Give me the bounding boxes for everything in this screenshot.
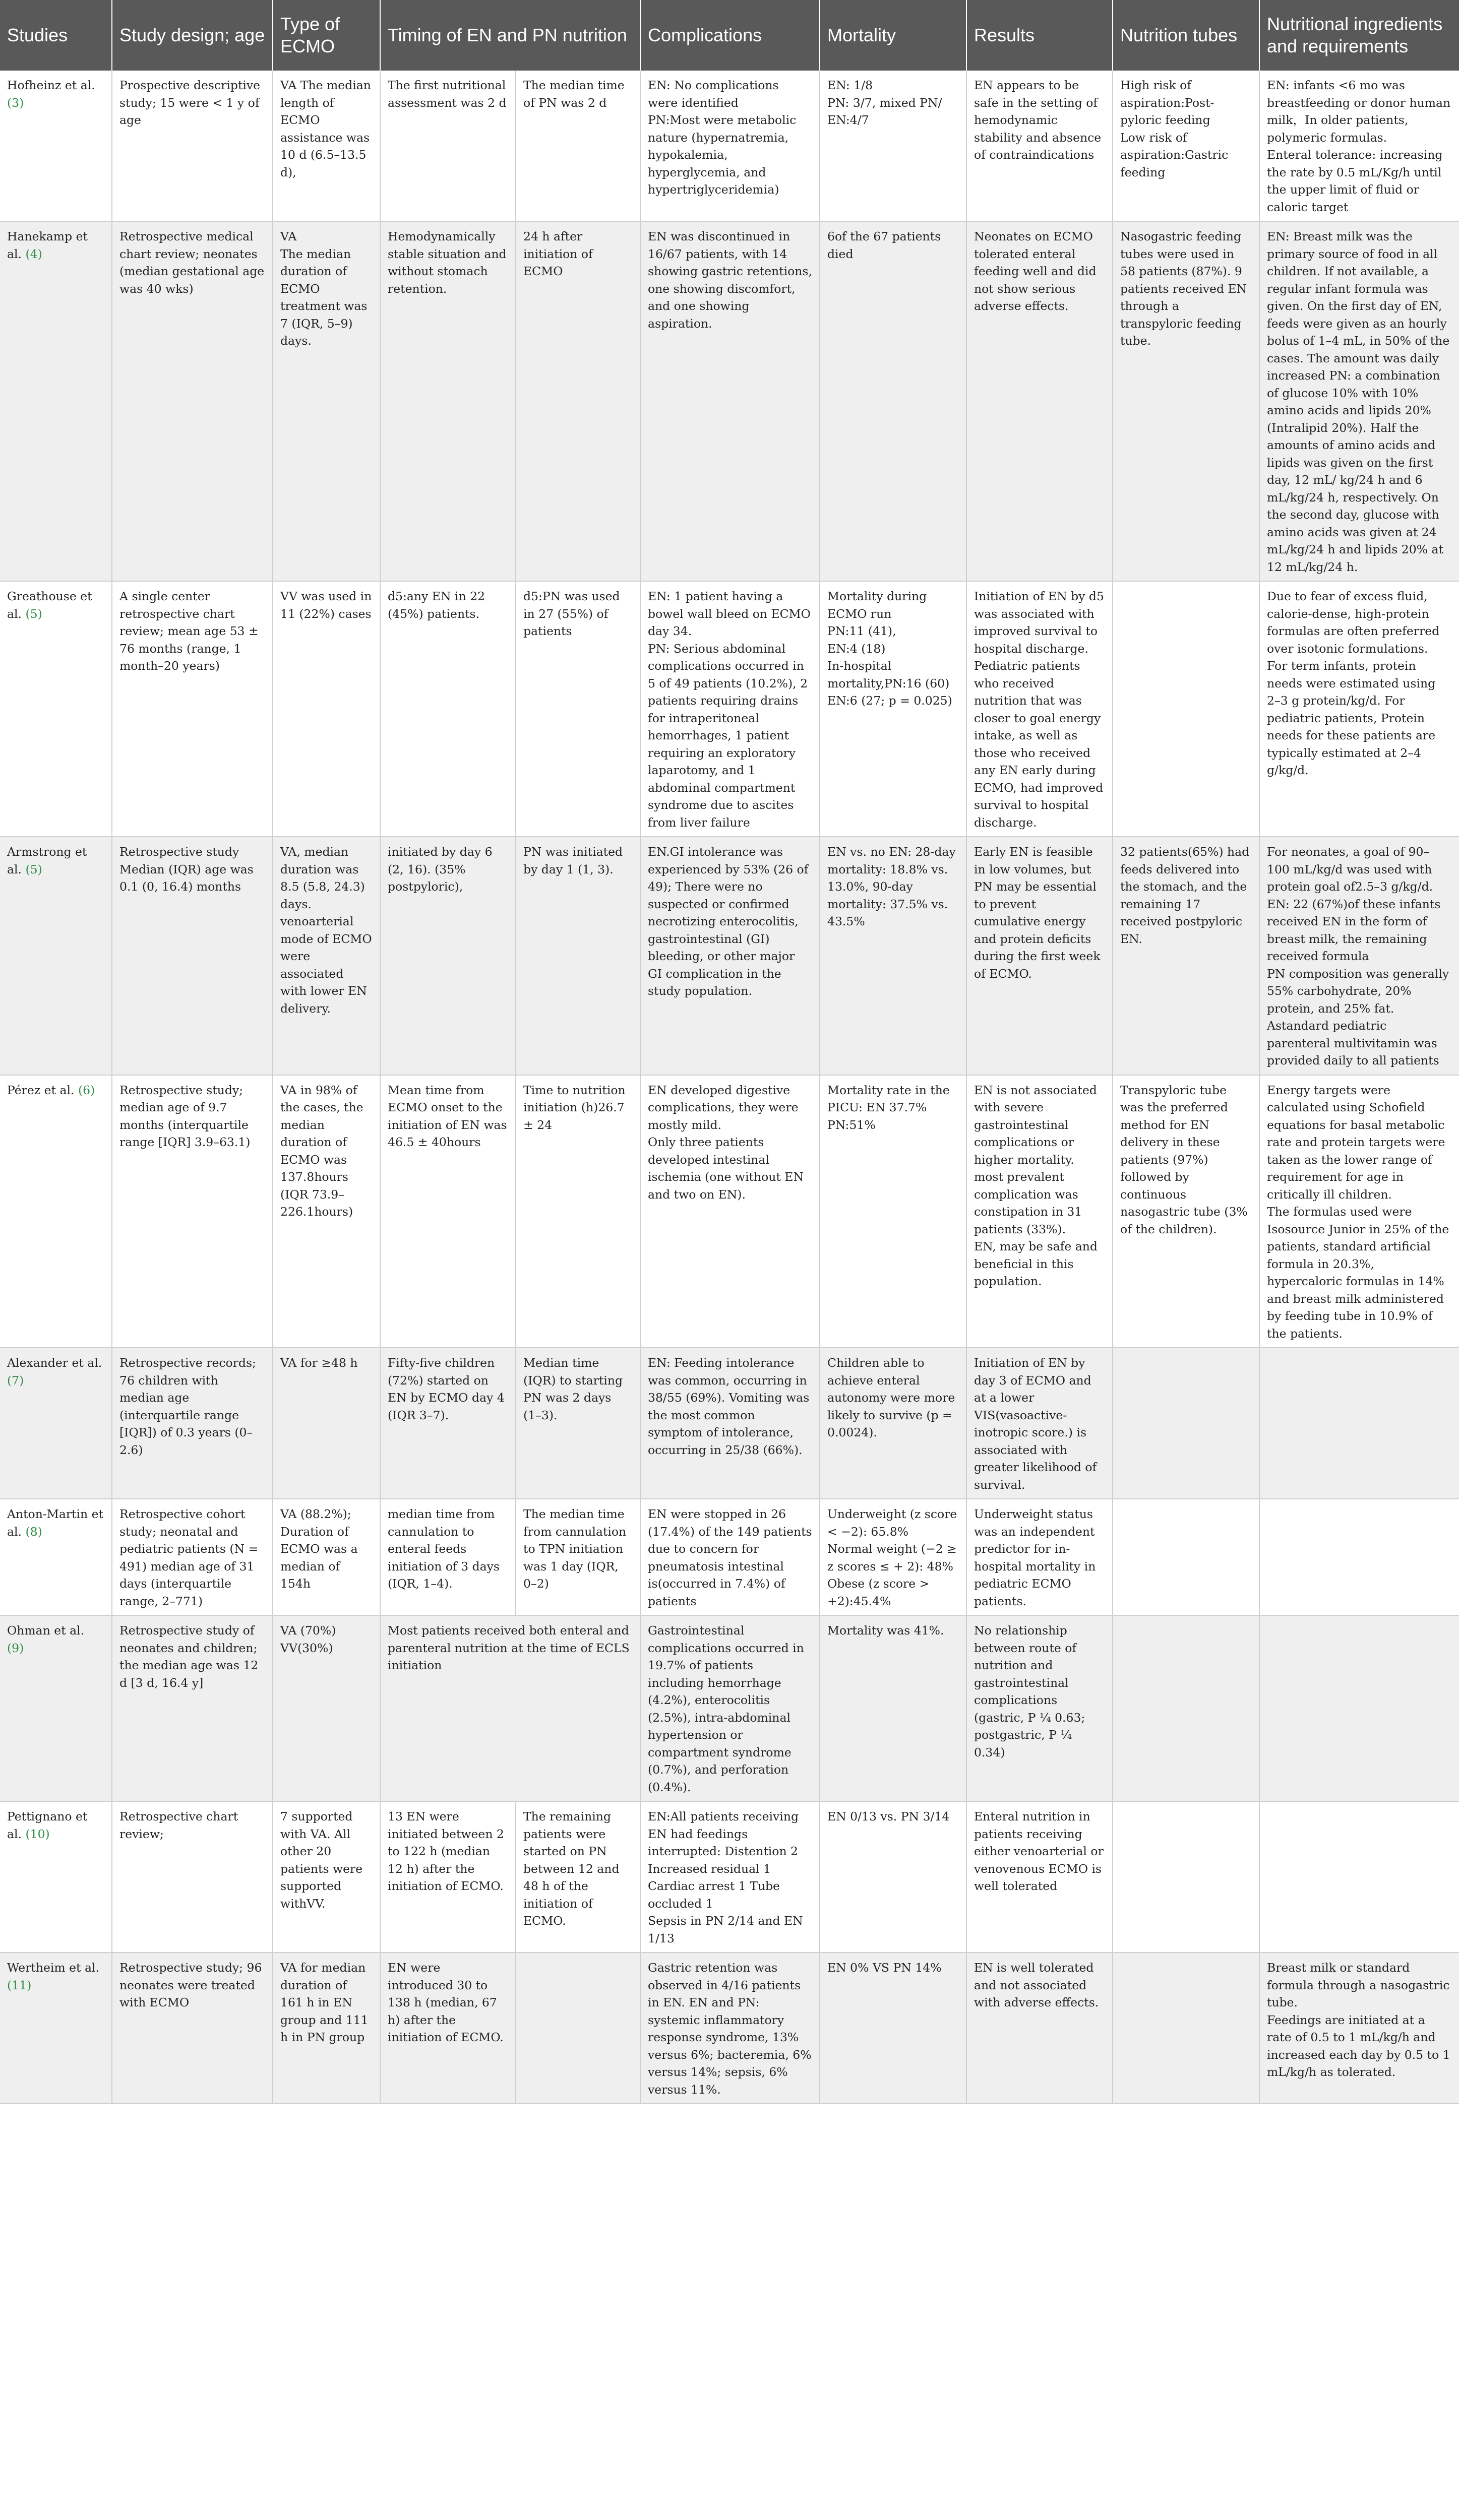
complications-cell — [640, 1499, 820, 1615]
ecmo-type-cell-line: VV was used in 11 (22%) cases — [280, 589, 372, 621]
nutrition-tubes-cell — [1113, 581, 1259, 837]
en-pn-timing-cell-line: Most patients received both enteral and parenteral nutrition at the time of ECLS initiation — [388, 1623, 630, 1672]
ingredients-cell — [1259, 581, 1459, 837]
results-cell — [966, 1075, 1113, 1348]
pn-timing-cell — [516, 1499, 640, 1615]
en-timing-cell — [380, 581, 516, 837]
header-type-ecmo: Type of ECMO — [273, 0, 380, 71]
study-name: Ohman et al. — [7, 1623, 85, 1637]
study-name: Greathouse et al. — [7, 589, 92, 621]
study-name: Armstrong et al. — [7, 845, 87, 876]
results-cell — [966, 581, 1113, 837]
results-cell — [966, 837, 1113, 1075]
results-cell-line: Neonates on ECMO tolerated enteral feeding well and did not show serious adverse effects. — [974, 229, 1097, 313]
table-header-row — [0, 0, 1459, 71]
pn-timing-cell — [516, 1075, 640, 1348]
header-study-design: Study design; age — [112, 0, 273, 71]
pn-timing-cell — [516, 837, 640, 1075]
en-timing-cell-line: Mean time from ECMO onset to the initiation of EN was 46.5 ± 40hours — [388, 1083, 507, 1149]
pn-timing-cell — [516, 71, 640, 221]
pn-timing-cell — [516, 221, 640, 581]
study-name: Anton-Martin et al. — [7, 1507, 103, 1539]
header-results: Results — [966, 0, 1113, 71]
results-cell-line: No relationship between route of nutrition and gastrointestinal complications (gastric, P ¼ 0.63; postgastric, P ¼ 0.34) — [974, 1623, 1085, 1759]
study-name: Hofheinz et al. — [7, 78, 95, 92]
results-cell-line: EN, may be safe and beneficial in this population. — [974, 1239, 1098, 1288]
header-mortality: Mortality — [820, 0, 966, 71]
ecmo-type-cell — [273, 1801, 380, 1952]
mortality-cell-line: EN:6 (27; p = 0.025) — [827, 694, 952, 708]
results-cell-line: Early EN is feasible in low volumes, but PN may be essential to prevent cumulative energy and protein deficits during the first week of ECMO. — [974, 845, 1101, 981]
ecmo-type-cell-line: VA in 98% of the cases, the median duration of ECMO was 137.8hours (IQR 73.9–226.1hours) — [280, 1083, 363, 1219]
table-row — [0, 1952, 1459, 2104]
table-row — [0, 221, 1459, 581]
pn-timing-cell-line: The median time of PN was 2 d — [523, 78, 625, 110]
study-cell — [0, 1348, 112, 1499]
ingredients-cell-line: Feedings are initiated at a rate of 0.5 to 1 mL/kg/h and increased each day by 0.5 to 1 mL/kg/h as tolerated. — [1267, 2012, 1450, 2079]
mortality-cell — [820, 1075, 966, 1348]
mortality-cell-line: EN vs. no EN: 28-day mortality: 18.8% vs. 13.0%, 90-day mortality: 37.5% vs. 43.5% — [827, 845, 956, 928]
pn-timing-cell — [516, 581, 640, 837]
mortality-cell-line: 6of the 67 patients died — [827, 229, 941, 261]
ecmo-type-cell-line: Duration of ECMO was a median of 154h — [280, 1524, 358, 1591]
ecmo-type-cell — [273, 1499, 380, 1615]
study-reference-link[interactable]: (9) — [7, 1641, 24, 1655]
complications-cell — [640, 1952, 820, 2104]
complications-cell-line: EN: 1 patient having a bowel wall bleed on ECMO day 34. — [648, 589, 811, 638]
ecmo-type-cell-line: VA for ≥48 h — [280, 1356, 358, 1370]
mortality-cell-line: Obese (z score > +2):45.4% — [827, 1577, 930, 1608]
ecmo-type-cell-line: VV(30%) — [280, 1641, 333, 1655]
study-cell — [0, 1075, 112, 1348]
study-design-cell-line: Retrospective records; 76 children with median age (interquartile range [IQR]) of 0.3 years (0–2.6) — [119, 1356, 256, 1457]
ecmo-type-cell-line: VA (70%) — [280, 1623, 336, 1637]
study-name: Wertheim et al. — [7, 1961, 99, 1975]
study-reference-link[interactable]: (4) — [25, 246, 42, 261]
header-timing: Timing of EN and PN nutrition — [380, 0, 640, 71]
results-cell — [966, 1801, 1113, 1952]
ingredients-cell-line: Due to fear of excess fluid, calorie-dense, high-protein formulas are often preferred over isotonic formulations. — [1267, 589, 1440, 656]
complications-cell — [640, 1348, 820, 1499]
study-design-cell-line: Retrospective study; median age of 9.7 months (interquartile range [IQR] 3.9–63.1) — [119, 1083, 251, 1149]
study-cell — [0, 1952, 112, 2104]
ingredients-cell-line: EN: Breast milk was the primary source of food in all children. If not available, a regular infant formula was given. On the first day of EN, feeds were given as an hourly bolus of 1–4 mL, in 50% of the cases. The amount was daily increased PN: a combination of glucose 10% with 10% amino acids and lipids 20% (Intralipid 20%). Half the amounts of amino acids and lipids was given on the first day, 12 mL/ kg/24 h and 6 mL/kg/24 h, respectively. On the second day, glucose with amino acids was given at 24 mL/kg/24 h and lipids 20% at 12 mL/kg/24 h. — [1267, 229, 1450, 574]
ecmo-type-cell — [273, 581, 380, 837]
complications-cell-line: EN:All patients receiving EN had feedings interrupted: Distention 2 Increased residual 1 Cardiac arrest 1 Tube occluded 1 — [648, 1809, 799, 1911]
complications-cell — [640, 71, 820, 221]
ingredients-cell-line: EN: 22 (67%)of these infants received EN in the form of breast milk, the remaining received formula — [1267, 897, 1441, 963]
pn-timing-cell-line: Median time (IQR) to starting PN was 2 days (1–3). — [523, 1356, 623, 1422]
mortality-cell-line: Underweight (z score < −2): 65.8% — [827, 1507, 957, 1539]
ecmo-type-cell — [273, 221, 380, 581]
mortality-cell — [820, 1801, 966, 1952]
nutrition-tubes-cell-line: Low risk of aspiration:Gastric feeding — [1120, 130, 1229, 179]
en-timing-cell-line: Hemodynamically stable situation and without stomach retention. — [388, 229, 507, 296]
study-design-cell-line: Prospective descriptive study; 15 were < 1 y of age — [119, 78, 261, 127]
results-cell — [966, 1348, 1113, 1499]
complications-cell-line: EN was discontinued in 16/67 patients, with 14 showing gastric retentions, one showing discomfort, and one showing aspiration. — [648, 229, 812, 331]
study-design-cell — [112, 1615, 273, 1801]
results-cell-line: Initiation of EN by d5 was associated with improved survival to hospital discharge. Pediatric patients who received nutrition that was closer to goal energy intake, as well as those who received any EN early during ECMO, had improved survival to hospital discharge. — [974, 589, 1104, 830]
ingredients-cell-line: Energy targets were calculated using Schofield equations for basal metabolic rate and protein targets were taken as the lower range of requirement for age in critically ill children. — [1267, 1083, 1445, 1202]
results-cell — [966, 71, 1113, 221]
nutrition-tubes-cell — [1113, 837, 1259, 1075]
study-reference-link[interactable]: (3) — [7, 95, 24, 110]
ecmo-type-cell — [273, 837, 380, 1075]
study-cell — [0, 221, 112, 581]
table-row — [0, 837, 1459, 1075]
study-design-cell — [112, 1075, 273, 1348]
ecmo-type-cell-line: VA — [280, 229, 297, 243]
study-design-cell-line: A single center retrospective chart review; mean age 53 ± 76 months (range, 1 month–20 years) — [119, 589, 259, 673]
en-timing-cell — [380, 1499, 516, 1615]
nutrition-tubes-cell-line: Transpyloric tube was the preferred method for EN delivery in these patients (97%) followed by continuous nasogastric tube (3% of the children). — [1120, 1083, 1248, 1236]
complications-cell-line: PN: Serious abdominal complications occurred in 5 of 49 patients (10.2%), 2 patients requiring drains for intraperitoneal hemorrhages, 1 patient requiring an exploratory laparotomy, and 1 abdominal compartment syndrome due to ascites from liver failure — [648, 641, 808, 830]
ingredients-cell-line: EN: infants <6 mo was breastfeeding or donor human milk，In older patients, polymeric formulas. — [1267, 78, 1451, 145]
en-timing-cell-line: Fifty-five children (72%) started on EN by ECMO day 4 (IQR 3–7). — [388, 1356, 505, 1422]
ecmo-type-cell — [273, 1952, 380, 2104]
mortality-cell — [820, 1499, 966, 1615]
mortality-cell-line: In-hospital mortality,PN:16 (60) — [827, 659, 950, 690]
nutrition-tubes-cell-line: High risk of aspiration:Post-pyloric feeding — [1120, 78, 1214, 127]
mortality-cell — [820, 1348, 966, 1499]
nutrition-tubes-cell-line: Nasogastric feeding tubes were used in 58 patients (87%). 9 patients received EN through a transpyloric feeding tube. — [1120, 229, 1247, 348]
nutrition-tubes-cell — [1113, 1615, 1259, 1801]
ingredients-cell-line: For term infants, protein needs were estimated using 2–3 g protein/kg/d. For pediatric patients, Protein needs for these patients are typically estimated at 2–4 g/kg/d. — [1267, 659, 1436, 777]
mortality-cell-line: EN:4 (18) — [827, 641, 886, 656]
pn-timing-cell — [516, 1952, 640, 2104]
study-name: Pettignano et al. — [7, 1809, 88, 1841]
nutrition-tubes-cell-line: 32 patients(65%) had feeds delivered into the stomach, and the remaining 17 received postpyloric EN. — [1120, 845, 1250, 946]
ingredients-cell-line: The formulas used were Isosource Junior in 25% of the patients, standard artificial formula in 20.3%, hypercaloric formulas in 14% and breast milk administered by feeding tube in 10.9% of the patients. — [1267, 1205, 1449, 1341]
complications-cell-line: PN:Most were metabolic nature (hypernatremia, hypokalemia, hyperglycemia, and hypertriglyceridemia) — [648, 113, 797, 197]
study-cell — [0, 1801, 112, 1952]
results-cell-line: EN appears to be safe in the setting of hemodynamic stability and absence of contraindications — [974, 78, 1102, 162]
mortality-cell-line: Normal weight (−2 ≥ z scores ≤ + 2): 48% — [827, 1542, 957, 1573]
ecmo-type-cell-line: VA The median length of ECMO assistance was 10 d (6.5–13.5 d), — [280, 78, 371, 179]
table-row — [0, 1499, 1459, 1615]
results-cell — [966, 221, 1113, 581]
nutrition-tubes-cell — [1113, 1075, 1259, 1348]
header-nutrition-tubes: Nutrition tubes — [1113, 0, 1259, 71]
header-ingredients: Nutritional ingredients and requirements — [1259, 0, 1459, 71]
mortality-cell-line: EN: 1/8 — [827, 78, 873, 92]
mortality-cell-line: Mortality rate in the PICU: EN 37.7% PN:51% — [827, 1083, 950, 1132]
complications-cell-line: EN.GI intolerance was experienced by 53% (26 of 49); There were no suspected or confirmed necrotizing enterocolitis, gastrointestinal (GI) bleeding, or other major GI complication in the study population. — [648, 845, 809, 998]
pn-timing-cell-line: The remaining patients were started on PN between 12 and 48 h of the initiation of ECMO. — [523, 1809, 620, 1928]
study-design-cell-line: Retrospective study of neonates and children; the median age was 12 d [3 d, 16.4 y] — [119, 1623, 259, 1690]
results-cell-line: Initiation of EN by day 3 of ECMO and at a lower VIS(vasoactive-inotropic score.) is associated with greater likelihood of survival. — [974, 1356, 1097, 1492]
ingredients-cell-line: PN composition was generally 55% carbohydrate, 20% protein, and 25% fat. Astandard pediatric parenteral multivitamin was provided daily to all patients — [1267, 966, 1449, 1067]
ecmo-type-cell-line: 7 supported with VA. All other 20 patients were supported withVV. — [280, 1809, 363, 1911]
table-row — [0, 1615, 1459, 1801]
complications-cell-line: Sepsis in PN 2/14 and EN 1/13 — [648, 1914, 803, 1945]
ingredients-cell-line: For neonates, a goal of 90–100 mL/kg/d was used with protein goal of2.5–3 g/kg/d. — [1267, 845, 1433, 894]
complications-cell — [640, 581, 820, 837]
study-reference-link[interactable]: (6) — [78, 1083, 95, 1097]
pn-timing-cell-line: Time to nutrition initiation (h)26.7 ± 24 — [523, 1083, 626, 1132]
pn-timing-cell-line: d5:PN was used in 27 (55%) of patients — [523, 589, 620, 638]
ingredients-cell — [1259, 1615, 1459, 1801]
mortality-cell — [820, 1952, 966, 2104]
nutrition-tubes-cell — [1113, 221, 1259, 581]
complications-cell-line: EN developed digestive complications, they were mostly mild. — [648, 1083, 799, 1132]
en-timing-cell — [380, 221, 516, 581]
mortality-cell — [820, 71, 966, 221]
ecmo-type-cell — [273, 1615, 380, 1801]
pn-timing-cell-line: 24 h after initiation of ECMO — [523, 229, 593, 278]
study-reference-link[interactable]: (11) — [7, 1978, 32, 1992]
mortality-cell-line: Children able to achieve enteral autonomy were more likely to survive (p = 0.0024). — [827, 1356, 955, 1439]
study-design-cell — [112, 1348, 273, 1499]
study-design-cell — [112, 221, 273, 581]
mortality-cell-line: PN:11 (41), — [827, 624, 896, 638]
study-cell — [0, 581, 112, 837]
header-studies: Studies — [0, 0, 112, 71]
study-cell — [0, 1499, 112, 1615]
study-reference-link[interactable]: (10) — [25, 1826, 50, 1841]
nutrition-tubes-cell — [1113, 71, 1259, 221]
pn-timing-cell — [516, 1348, 640, 1499]
ingredients-cell — [1259, 221, 1459, 581]
study-reference-link[interactable]: (8) — [25, 1524, 42, 1539]
results-cell-line: Enteral nutrition in patients receiving either venoarterial or venovenous ECMO is well tolerated — [974, 1809, 1104, 1893]
mortality-cell — [820, 837, 966, 1075]
en-timing-cell — [380, 837, 516, 1075]
study-design-cell — [112, 837, 273, 1075]
ingredients-cell — [1259, 837, 1459, 1075]
results-cell-line: EN is well tolerated and not associated with adverse effects. — [974, 1961, 1099, 2009]
study-design-cell-line: Retrospective cohort study; neonatal and pediatric patients (N = 491) median age of 31 days (interquartile range, 2–771) — [119, 1507, 259, 1608]
mortality-cell — [820, 581, 966, 837]
en-timing-cell — [380, 71, 516, 221]
pn-timing-cell-line: The median time from cannulation to TPN initiation was 1 day (IQR, 0–2) — [523, 1507, 627, 1591]
study-cell — [0, 1615, 112, 1801]
mortality-cell-line: EN 0% VS PN 14% — [827, 1961, 942, 1975]
ecmo-type-cell — [273, 71, 380, 221]
ecmo-type-cell-line: The median duration of ECMO treatment was 7 (IQR, 5–9) days. — [280, 246, 368, 348]
study-design-cell-line: Retrospective medical chart review; neonates (median gestational age was 40 wks) — [119, 229, 265, 296]
table-row — [0, 1801, 1459, 1952]
complications-cell — [640, 221, 820, 581]
ingredients-cell — [1259, 71, 1459, 221]
study-name: Pérez et al. — [7, 1083, 75, 1097]
study-reference-link[interactable]: (7) — [7, 1373, 24, 1388]
table-row — [0, 71, 1459, 221]
complications-cell-line: EN were stopped in 26 (17.4%) of the 149 patients due to concern for pneumatosis intestinal is(occurred in 7.4%) of patients — [648, 1507, 812, 1608]
complications-cell-line: EN: Feeding intolerance was common, occurring in 38/55 (69%). Vomiting was the most common symptom of intolerance, occurring in 25/38 (66%). — [648, 1356, 810, 1457]
nutrition-tubes-cell — [1113, 1801, 1259, 1952]
study-reference-link[interactable]: (5) — [25, 862, 42, 876]
ingredients-cell — [1259, 1952, 1459, 2104]
ingredients-cell — [1259, 1499, 1459, 1615]
en-timing-cell — [380, 1801, 516, 1952]
en-timing-cell-line: d5:any EN in 22 (45%) patients. — [388, 589, 485, 621]
ecmo-type-cell — [273, 1348, 380, 1499]
ingredients-cell — [1259, 1075, 1459, 1348]
en-timing-cell-line: initiated by day 6 (2, 16). (35% postpyloric), — [388, 845, 493, 894]
mortality-cell — [820, 221, 966, 581]
study-design-cell-line: Retrospective study; 96 neonates were treated with ECMO — [119, 1961, 262, 2009]
header-complications: Complications — [640, 0, 820, 71]
complications-cell-line: EN: No complications were identified — [648, 78, 779, 110]
complications-cell-line: Only three patients developed intestinal ischemia (one without EN and two on EN). — [648, 1135, 804, 1202]
ingredients-cell — [1259, 1801, 1459, 1952]
mortality-cell-line: PN: 3/7, mixed PN/ EN:4/7 — [827, 95, 942, 127]
pn-timing-cell-line: PN was initiated by day 1 (1, 3). — [523, 845, 623, 876]
results-cell — [966, 1615, 1113, 1801]
study-design-cell — [112, 581, 273, 837]
study-cell — [0, 837, 112, 1075]
en-timing-cell-line: 13 EN were initiated between 2 to 122 h (median 12 h) after the initiation of ECMO. — [388, 1809, 504, 1893]
nutrition-tubes-cell — [1113, 1348, 1259, 1499]
study-design-cell-line: Retrospective study Median (IQR) age was 0.1 (0, 16.4) months — [119, 845, 254, 894]
study-name: Hanekamp et al. — [7, 229, 88, 261]
study-design-cell — [112, 1499, 273, 1615]
complications-cell-line: Gastrointestinal complications occurred in 19.7% of patients including hemorrhage (4.2%), enterocolitis (2.5%), intra-abdominal hypertension or compartment syndrome (0.7%), and perforation (0.4%). — [648, 1623, 804, 1794]
ecmo-type-cell — [273, 1075, 380, 1348]
en-timing-cell-line: The first nutritional assessment was 2 d — [388, 78, 507, 110]
study-design-cell-line: Retrospective chart review; — [119, 1809, 238, 1841]
en-timing-cell — [380, 1348, 516, 1499]
complications-cell — [640, 1615, 820, 1801]
study-design-cell — [112, 1952, 273, 2104]
results-cell-line: EN is not associated with severe gastrointestinal complications or higher mortality. most prevalent complication was constipation in 31 patients (33%). — [974, 1083, 1097, 1236]
ecmo-type-cell-line: VA (88.2%); — [280, 1507, 351, 1521]
ingredients-cell-line: Enteral tolerance: increasing the rate by 0.5 mL/Kg/h until the upper limit of fluid or caloric target — [1267, 148, 1443, 214]
study-design-cell — [112, 71, 273, 221]
table-row — [0, 1075, 1459, 1348]
table-row — [0, 581, 1459, 837]
table-row — [0, 1348, 1459, 1499]
en-pn-timing-cell — [380, 1615, 640, 1801]
mortality-cell-line: Mortality during ECMO run — [827, 589, 927, 621]
study-design-cell — [112, 1801, 273, 1952]
nutrition-tubes-cell — [1113, 1499, 1259, 1615]
mortality-cell — [820, 1615, 966, 1801]
complications-cell — [640, 1801, 820, 1952]
mortality-cell-line: EN 0/13 vs. PN 3/14 — [827, 1809, 950, 1823]
results-cell — [966, 1499, 1113, 1615]
pn-timing-cell — [516, 1801, 640, 1952]
study-name: Alexander et al. — [7, 1356, 102, 1370]
mortality-cell-line: Mortality was 41%. — [827, 1623, 944, 1637]
complications-cell-line: Gastric retention was observed in 4/16 patients in EN. EN and PN: systemic inflammatory response syndrome, 13% versus 6%; bacteremia, 6% versus 14%; sepsis, 6% versus 11%. — [648, 1961, 812, 2097]
table-body — [0, 71, 1459, 2104]
en-timing-cell — [380, 1075, 516, 1348]
study-cell — [0, 71, 112, 221]
nutrition-tubes-cell — [1113, 1952, 1259, 2104]
en-timing-cell-line: EN were introduced 30 to 138 h (median, 67 h) after the initiation of ECMO. — [388, 1961, 504, 2044]
ecmo-type-cell-line: VA, median duration was 8.5 (5.8, 24.3) days. venoarterial mode of ECMO were associated with lower EN delivery. — [280, 845, 372, 1016]
ingredients-cell-line: Breast milk or standard formula through a nasogastric tube. — [1267, 1961, 1450, 2009]
ecmo-type-cell-line: VA for median duration of 161 h in EN group and 111 h in PN group — [280, 1961, 369, 2044]
complications-cell — [640, 837, 820, 1075]
en-timing-cell-line: median time from cannulation to enteral feeds initiation of 3 days (IQR, 1–4). — [388, 1507, 500, 1591]
results-cell-line: Underweight status was an independent predictor for in-hospital mortality in pediatric ECMO patients. — [974, 1507, 1096, 1608]
en-timing-cell — [380, 1952, 516, 2104]
ingredients-cell — [1259, 1348, 1459, 1499]
results-cell — [966, 1952, 1113, 2104]
study-reference-link[interactable]: (5) — [25, 606, 42, 621]
complications-cell — [640, 1075, 820, 1348]
